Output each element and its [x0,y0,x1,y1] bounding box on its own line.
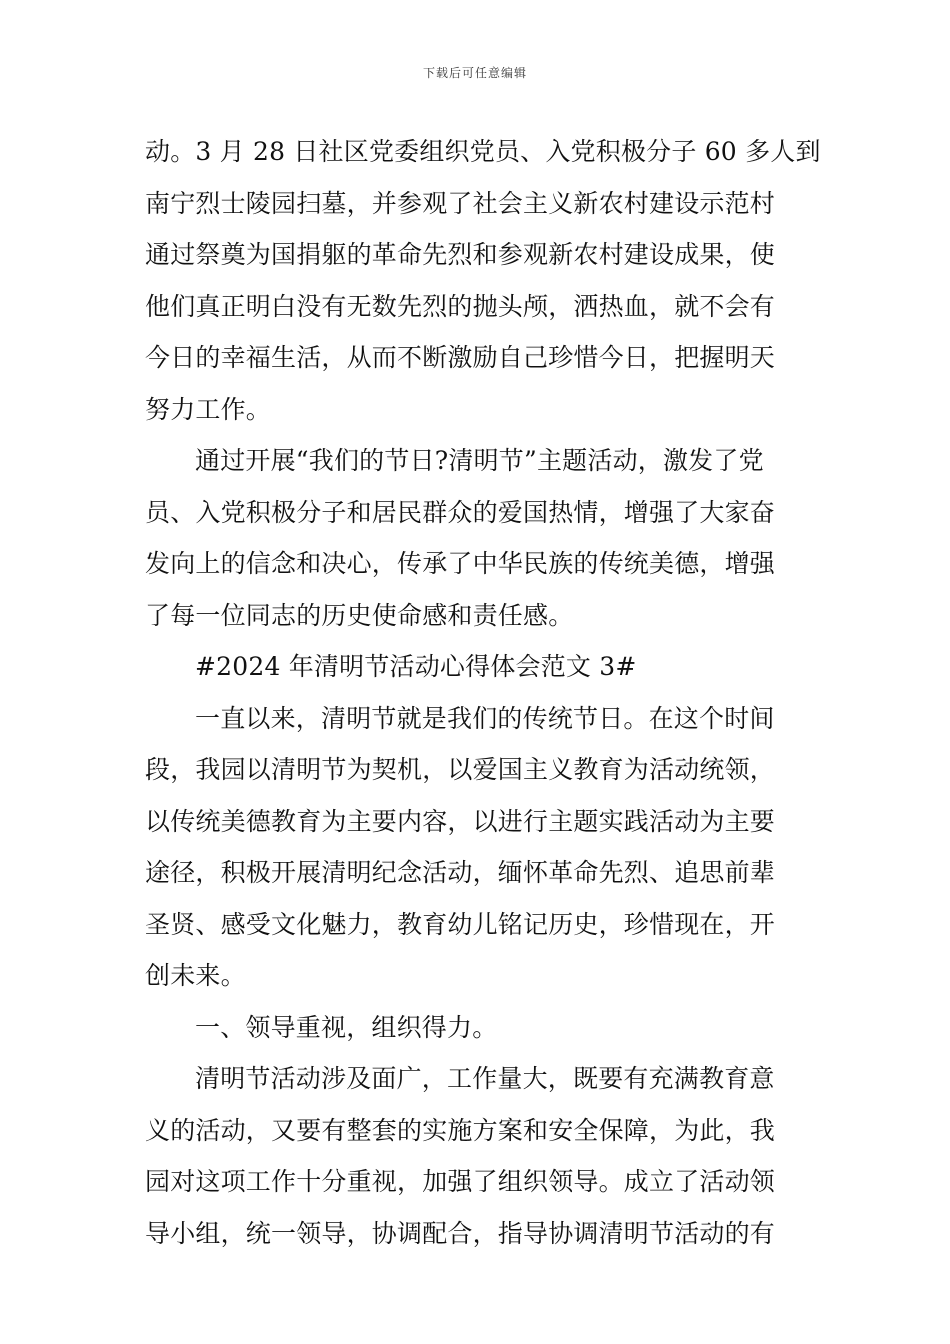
text-line: 创未来。 [145,961,246,990]
text-line: 员、入党积极分子和居民群众的爱国热情，增强了大家奋 [145,497,776,527]
section-heading: #2024 年清明节活动心得体会范文 3# [195,652,637,681]
paragraph-first-line: 通过开展“我们的节日?清明节”主题活动，激发了党 [195,446,764,475]
text-line: 导小组，统一领导，协调配合，指导协调清明节活动的有 [145,1218,776,1248]
text-line: 以传统美德教育为主要内容，以进行主题实践活动为主要 [145,806,776,836]
text-line: 了每一位同志的历史使命感和责任感。 [145,600,574,630]
page-header: 下载后可任意编辑 [422,66,527,80]
text-line: 今日的幸福生活，从而不断激励自己珍惜今日，把握明天 [145,343,776,372]
paragraph-first-line: 一直以来，清明节就是我们的传统节日。在这个时间 [195,703,775,733]
text-line: 段，我园以清明节为契机，以爱国主义教育为活动统领， [145,755,776,784]
text-line: 他们真正明白没有无数先烈的抛头颅，洒热血，就不会有 [145,291,776,321]
text-line: 途径，积极开展清明纪念活动，缅怀革命先烈、追思前辈 [145,858,776,887]
text-line: 发向上的信念和决心，传承了中华民族的传统美德，增强 [145,549,776,578]
text-line: 义的活动，又要有整套的实施方案和安全保障，为此，我 [145,1115,776,1145]
paragraph-first-line: 清明节活动涉及面广，工作量大，既要有充满教育意 [195,1064,775,1093]
text-line: 动。3 月 28 日社区党委组织党员、入党积极分子 60 多人到 [145,137,821,166]
subsection-heading: 一、领导重视，组织得力。 [195,1012,498,1042]
document-body [145,126,821,1259]
text-line: 圣贤、感受文化魅力，教育幼儿铭记历史，珍惜现在，开 [145,909,776,939]
text-line: 南宁烈士陵园扫墓，并参观了社会主义新农村建设示范村 [145,188,776,218]
text-line: 努力工作。 [145,394,272,424]
text-line: 通过祭奠为国捐躯的革命先烈和参观新农村建设成果，使 [145,240,776,269]
text-line: 园对这项工作十分重视，加强了组织领导。成立了活动领 [145,1167,776,1196]
